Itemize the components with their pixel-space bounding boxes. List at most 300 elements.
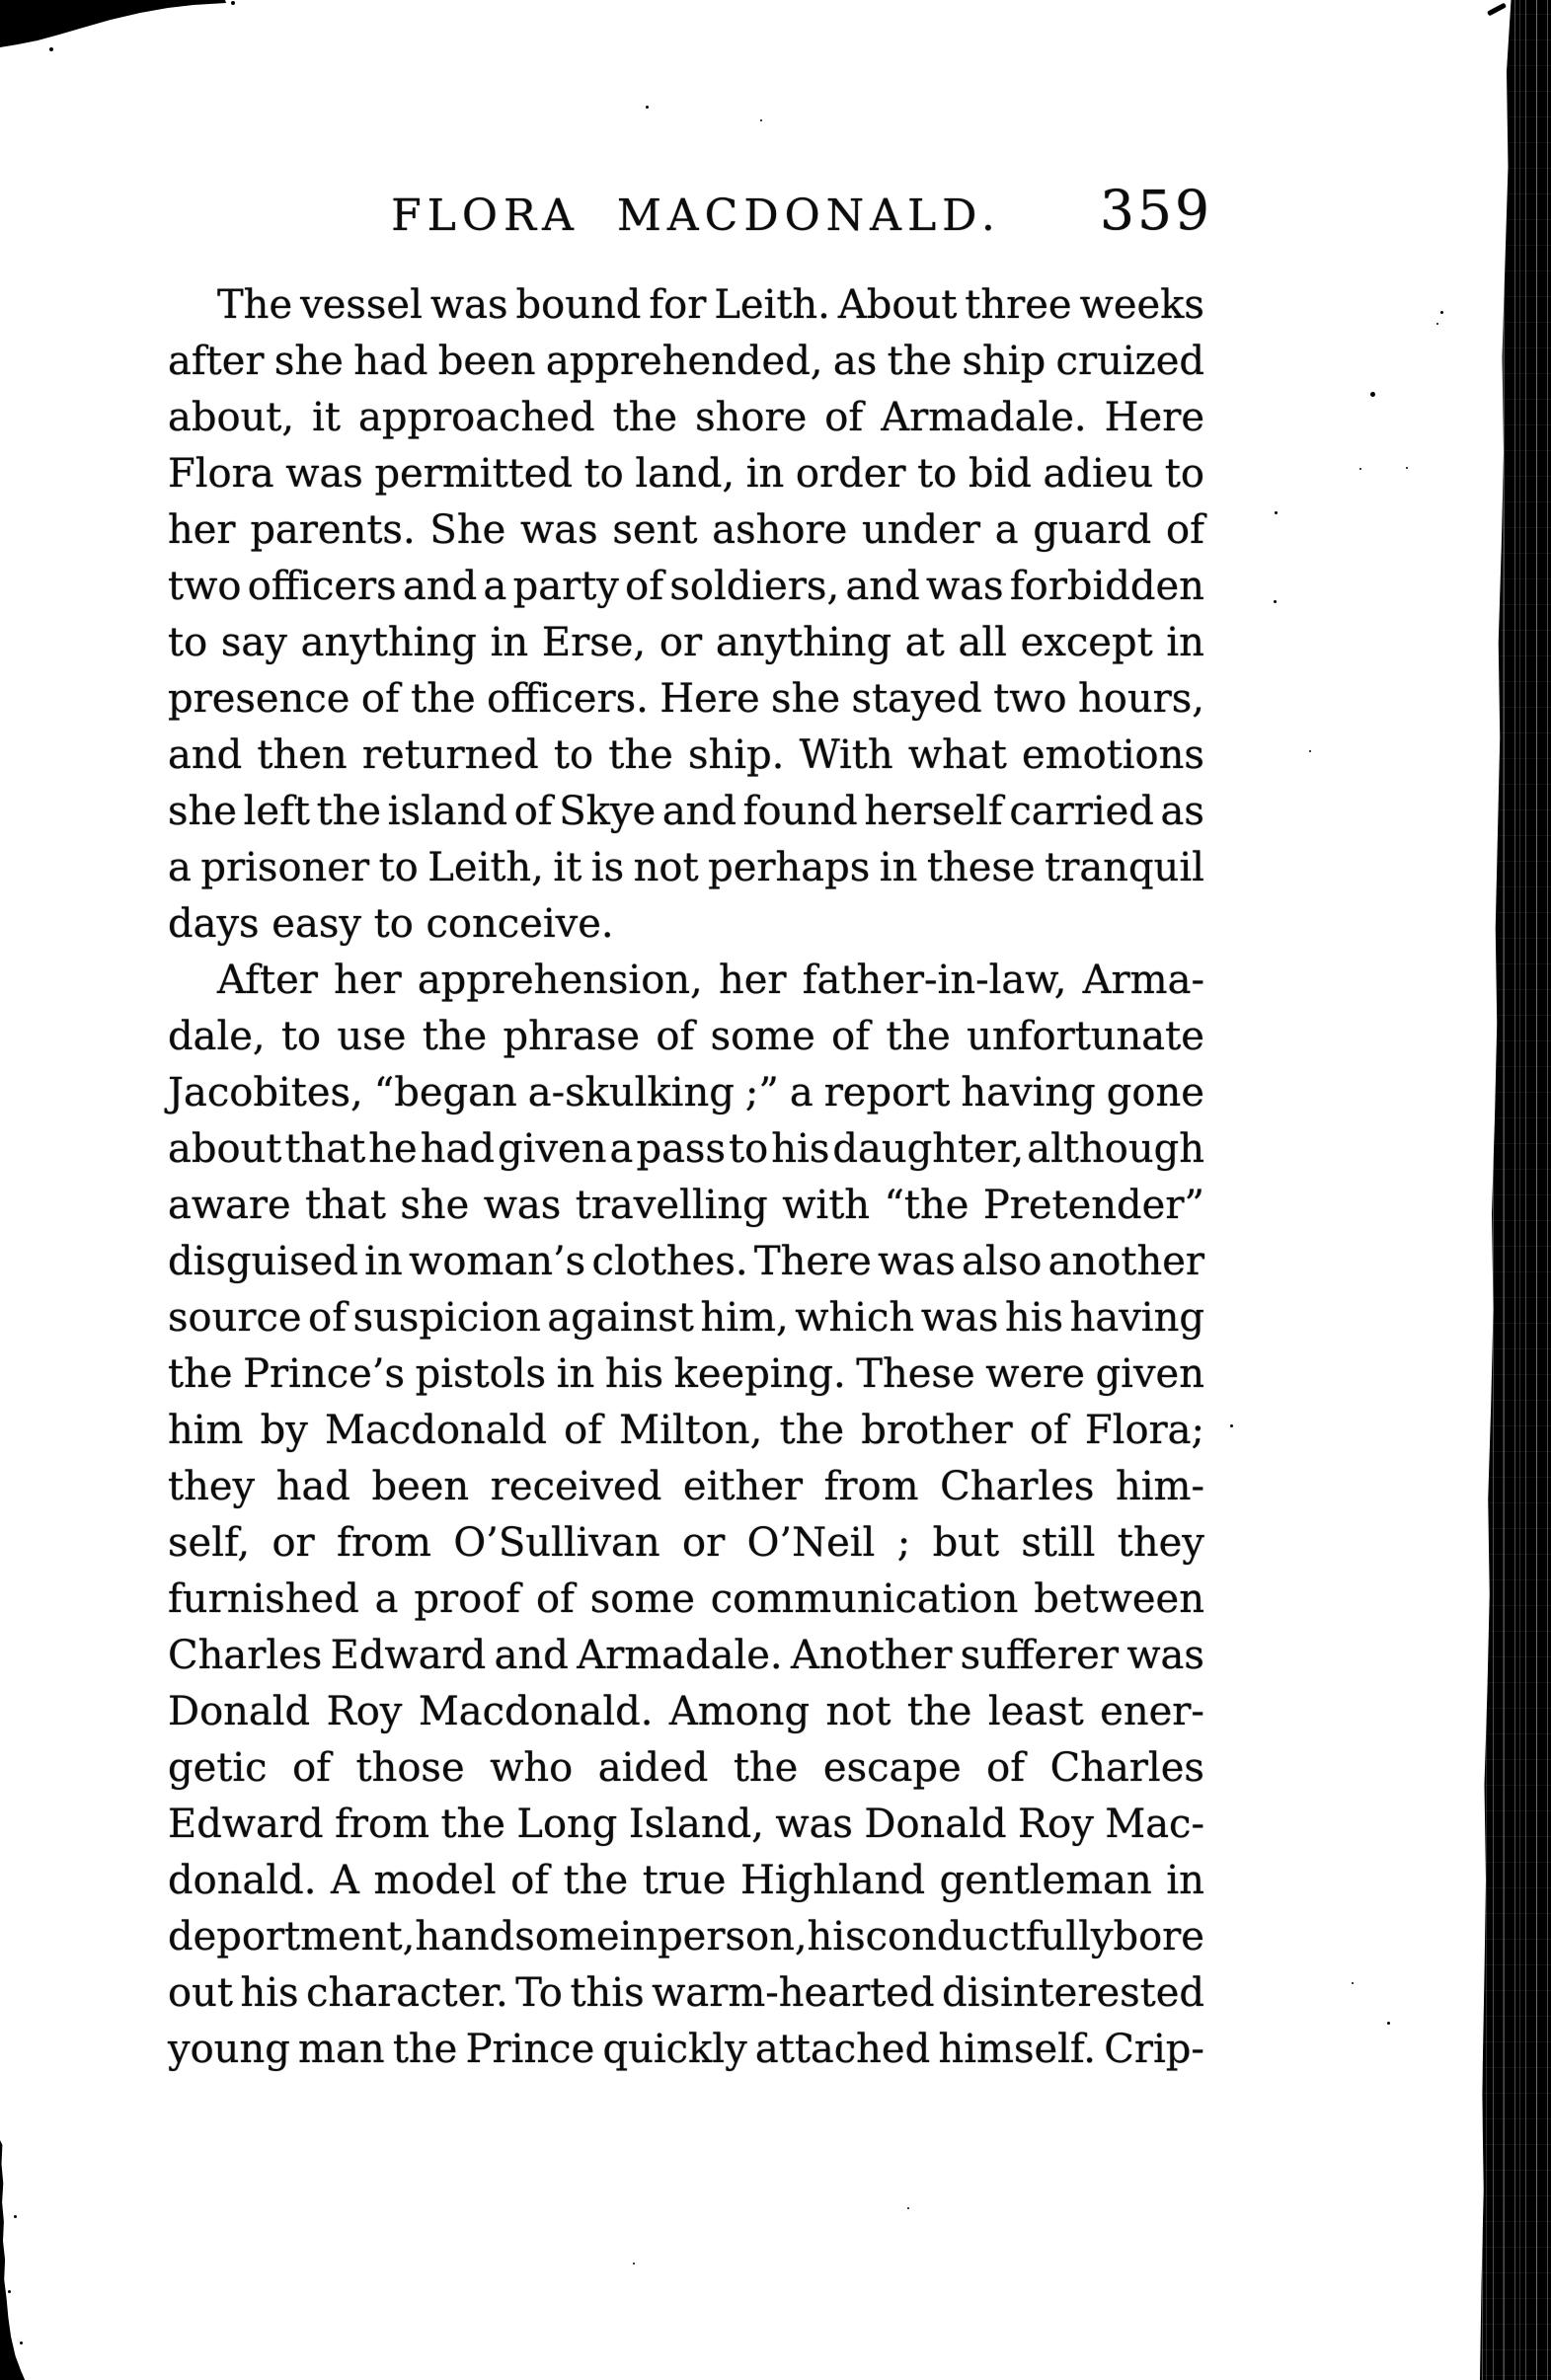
- word: under: [862, 507, 980, 553]
- word: aware: [168, 1183, 291, 1228]
- word: Leith.: [714, 282, 830, 328]
- word: Roy: [326, 1689, 403, 1734]
- word: pistols: [415, 1351, 547, 1397]
- word: that: [284, 1126, 366, 1172]
- word: fully: [1025, 1914, 1114, 1959]
- ink-speck: [1309, 750, 1311, 752]
- word: disinterested: [942, 1970, 1204, 2016]
- word: Edward: [168, 1802, 324, 1847]
- word: person,: [658, 1914, 808, 1959]
- word: the: [440, 1802, 505, 1847]
- word: Donald: [864, 1802, 1007, 1847]
- word: his: [1004, 1295, 1064, 1341]
- word: donald.: [168, 1858, 317, 1903]
- word: of: [292, 1745, 331, 1791]
- word: which: [795, 1295, 915, 1341]
- word: weeks: [1079, 282, 1204, 328]
- word: Macdonald: [325, 1408, 547, 1453]
- ink-speck: [633, 2263, 635, 2265]
- word: with: [782, 1183, 871, 1228]
- word: Charles: [1049, 1745, 1204, 1791]
- word: Crip-: [1104, 2027, 1204, 2072]
- word: in: [619, 1914, 659, 1959]
- text-line: [168, 1121, 1204, 1178]
- word: they: [1117, 1520, 1204, 1566]
- word: To: [515, 1970, 563, 2016]
- word: bore: [1113, 1914, 1204, 1959]
- ink-speck: [1436, 323, 1438, 325]
- text-line: [168, 615, 1204, 671]
- text-line: [168, 2022, 1204, 2078]
- word: O’Sullivan: [453, 1520, 660, 1566]
- word: furnished: [168, 1576, 359, 1622]
- word: also: [962, 1239, 1043, 1284]
- word: her: [334, 958, 402, 1003]
- word: the: [563, 1858, 629, 1903]
- word: the: [779, 1408, 845, 1453]
- word: was: [285, 451, 363, 497]
- word: except: [1020, 620, 1153, 665]
- word: or: [682, 1520, 726, 1566]
- word: received: [490, 1464, 662, 1509]
- word: Pretender”: [982, 1183, 1204, 1228]
- word: what: [907, 732, 1007, 778]
- word: These: [856, 1351, 975, 1397]
- word: him-: [1116, 1464, 1204, 1509]
- word: although: [1027, 1126, 1204, 1172]
- word: gentleman: [939, 1858, 1152, 1903]
- word: he: [368, 1126, 418, 1172]
- word: getic: [168, 1745, 268, 1791]
- word: model: [373, 1858, 497, 1903]
- word: source: [168, 1295, 302, 1341]
- word: to: [583, 451, 624, 497]
- word: ashore: [712, 507, 848, 553]
- word: in: [556, 1351, 595, 1397]
- word: ;: [896, 1520, 911, 1566]
- text-line: [168, 1178, 1204, 1234]
- word: a: [374, 1576, 399, 1622]
- word: conduct: [865, 1914, 1026, 1959]
- text-line: [168, 953, 1204, 1009]
- text-line: [168, 840, 1204, 896]
- word: order: [795, 451, 906, 497]
- word: given: [1095, 1351, 1204, 1397]
- word: true: [642, 1858, 727, 1903]
- word: Donald: [168, 1689, 311, 1734]
- word: and: [168, 732, 243, 778]
- word: or: [271, 1520, 315, 1566]
- word: a: [483, 564, 507, 609]
- text-line: [168, 1628, 1204, 1684]
- word: been: [371, 1464, 470, 1509]
- word: another: [1047, 1239, 1204, 1284]
- word: some: [710, 1014, 815, 1059]
- word: to: [280, 1014, 322, 1059]
- word: it: [312, 395, 341, 440]
- ink-speck: [1406, 467, 1408, 469]
- page-number: 359: [1100, 179, 1212, 242]
- word: warm-hearted: [652, 1970, 935, 2016]
- word: a-skulking: [527, 1070, 735, 1115]
- text-line: days easy to conceive.: [168, 901, 614, 947]
- word: and: [402, 564, 478, 609]
- word: of: [625, 564, 664, 609]
- running-head: [0, 0, 1551, 257]
- word: returned: [361, 732, 539, 778]
- word: approached: [358, 395, 595, 440]
- word: about,: [168, 395, 295, 440]
- word: his: [240, 1970, 299, 2016]
- word: had: [420, 1126, 495, 1172]
- word: “began: [373, 1070, 517, 1115]
- ink-speck: [1359, 468, 1361, 470]
- word: permitted: [374, 451, 573, 497]
- word: was: [878, 1239, 956, 1284]
- word: tranquil: [1045, 845, 1204, 890]
- word: least: [987, 1689, 1084, 1734]
- word: sufferer: [960, 1633, 1119, 1678]
- word: Arma-: [1082, 958, 1204, 1003]
- word: ship: [962, 339, 1047, 384]
- word: the: [608, 732, 673, 778]
- word: or: [659, 620, 703, 665]
- word: attached: [754, 2027, 931, 2072]
- word: this: [570, 1970, 645, 2016]
- word: The: [217, 282, 293, 328]
- word: was: [1126, 1633, 1204, 1678]
- word: communication: [710, 1576, 1019, 1622]
- text-line: [168, 1403, 1204, 1459]
- word: still: [1021, 1520, 1096, 1566]
- word: vessel: [300, 282, 423, 328]
- word: After: [217, 958, 318, 1003]
- word: disguised: [168, 1239, 358, 1284]
- ink-speck: [1352, 1982, 1354, 1984]
- ink-speck: [646, 106, 649, 109]
- ink-speck: [760, 119, 762, 121]
- scan-artifact-bottom-left-wedge: [0, 2140, 30, 2380]
- word: it: [553, 845, 582, 890]
- word: not: [825, 1689, 892, 1734]
- word: self,: [168, 1520, 251, 1566]
- word: of: [510, 1858, 550, 1903]
- word: these: [926, 845, 1036, 890]
- ink-speck: [14, 2215, 17, 2218]
- word: his: [807, 1914, 866, 1959]
- word: that: [305, 1183, 386, 1228]
- word: father-in-law,: [802, 958, 1067, 1003]
- ink-speck: [1370, 392, 1375, 397]
- text-line: [168, 446, 1204, 502]
- word: Highland: [740, 1858, 926, 1903]
- word: of: [656, 1014, 695, 1059]
- word: a: [168, 845, 192, 890]
- word: the: [422, 1014, 488, 1059]
- word: those: [355, 1745, 465, 1791]
- word: dale,: [168, 1014, 266, 1059]
- word: they: [168, 1464, 256, 1509]
- word: Prince: [465, 2027, 595, 2072]
- word: Flora;: [1084, 1408, 1204, 1453]
- word: of: [831, 1014, 871, 1059]
- word: and: [494, 1633, 569, 1678]
- word: she: [273, 339, 344, 384]
- word: as: [1160, 789, 1204, 834]
- word: is: [590, 845, 625, 890]
- word: to: [1164, 451, 1204, 497]
- word: man: [298, 2027, 385, 2072]
- word: in: [745, 451, 785, 497]
- word: prisoner: [200, 845, 370, 890]
- word: the: [886, 1014, 951, 1059]
- word: say: [220, 620, 287, 665]
- word: emotions: [1021, 732, 1204, 778]
- word: soldiers,: [669, 564, 840, 609]
- word: were: [985, 1351, 1085, 1397]
- word: a: [994, 507, 1019, 553]
- word: Armadale.: [577, 1633, 783, 1678]
- word: brother: [861, 1408, 1013, 1453]
- word: handsome: [415, 1914, 620, 1959]
- word: “the: [884, 1183, 969, 1228]
- word: found: [742, 789, 858, 834]
- word: Erse,: [541, 620, 647, 665]
- word: either: [682, 1464, 803, 1509]
- word: clothes.: [591, 1239, 748, 1284]
- ink-speck: [1274, 600, 1277, 603]
- word: was: [520, 507, 598, 553]
- ink-speck: [8, 2290, 11, 2293]
- word: Charles: [168, 1633, 323, 1678]
- running-header-title: FLORA MACDONALD.: [391, 191, 1001, 241]
- text-line: [168, 784, 1204, 840]
- word: unfortunate: [967, 1014, 1204, 1059]
- word: against: [547, 1295, 694, 1341]
- word: gone: [1106, 1070, 1204, 1115]
- word: the: [906, 1689, 972, 1734]
- word: had: [275, 1464, 350, 1509]
- word: at: [904, 620, 945, 665]
- word: young: [168, 2027, 290, 2072]
- word: in: [1166, 1858, 1204, 1903]
- word: to: [168, 620, 208, 665]
- word: from: [335, 1802, 429, 1847]
- word: land,: [635, 451, 736, 497]
- word: the: [316, 789, 382, 834]
- word: the: [733, 1745, 799, 1791]
- word: all: [958, 620, 1007, 665]
- ink-speck: [20, 2342, 23, 2344]
- text-line: [168, 1853, 1204, 1909]
- word: she: [771, 676, 841, 722]
- word: About: [837, 282, 958, 328]
- word: Island,: [628, 1802, 764, 1847]
- word: in: [879, 845, 918, 890]
- word: ener-: [1100, 1689, 1204, 1734]
- word: two: [168, 564, 242, 609]
- word: adieu: [1043, 451, 1154, 497]
- word: was: [920, 1295, 999, 1341]
- word: island: [387, 789, 508, 834]
- word: his: [604, 1351, 663, 1397]
- word: of: [360, 676, 400, 722]
- ink-speck: [1230, 1424, 1233, 1427]
- word: bound: [515, 282, 642, 328]
- word: from: [337, 1520, 431, 1566]
- word: shore: [695, 395, 808, 440]
- word: who: [490, 1745, 574, 1791]
- word: for: [649, 282, 707, 328]
- ink-speck: [1275, 511, 1278, 514]
- word: was: [925, 564, 1004, 609]
- word: report: [823, 1070, 951, 1115]
- word: of: [535, 1576, 575, 1622]
- word: Here: [1104, 395, 1204, 440]
- text-line: [168, 1065, 1204, 1121]
- word: Armadale.: [881, 395, 1087, 440]
- word: quickly: [602, 2027, 747, 2072]
- word: some: [589, 1576, 695, 1622]
- word: Long: [516, 1802, 618, 1847]
- word: stayed: [851, 676, 982, 722]
- text-line: [168, 728, 1204, 784]
- word: keeping.: [673, 1351, 846, 1397]
- word: A: [331, 1858, 359, 1903]
- text-line: [168, 1684, 1204, 1740]
- ink-speck: [1440, 311, 1443, 314]
- word: she: [400, 1183, 470, 1228]
- word: Milton,: [619, 1408, 763, 1453]
- text-line: [168, 559, 1204, 615]
- word: in: [364, 1239, 403, 1284]
- word: a: [609, 1126, 634, 1172]
- word: was: [483, 1183, 562, 1228]
- word: between: [1034, 1576, 1204, 1622]
- word: character.: [306, 1970, 508, 2016]
- word: daughter,: [832, 1126, 1025, 1172]
- word: after: [168, 339, 265, 384]
- word: left: [243, 789, 310, 834]
- word: been: [437, 339, 536, 384]
- word: party: [512, 564, 619, 609]
- word: and: [845, 564, 920, 609]
- word: having: [1069, 1295, 1204, 1341]
- word: out: [168, 1970, 233, 2016]
- word: of: [986, 1745, 1026, 1791]
- word: to: [917, 451, 958, 497]
- word: from: [823, 1464, 919, 1509]
- word: ;”: [744, 1070, 779, 1115]
- text-line: [168, 1909, 1204, 1965]
- text-line: [168, 1234, 1204, 1290]
- ink-speck: [907, 2207, 909, 2209]
- word: his: [771, 1126, 830, 1172]
- word: Prince’s: [243, 1351, 406, 1397]
- word: the: [392, 2027, 458, 2072]
- word: the: [168, 1351, 233, 1397]
- word: apprehension,: [417, 958, 703, 1003]
- word: to: [553, 732, 594, 778]
- word: Roy: [1018, 1802, 1094, 1847]
- word: apprehended,: [545, 339, 823, 384]
- word: in: [490, 620, 529, 665]
- word: having: [961, 1070, 1096, 1115]
- text-line: [168, 502, 1204, 559]
- word: officers.: [487, 676, 649, 722]
- word: suspicion: [352, 1295, 541, 1341]
- word: in: [1166, 620, 1204, 665]
- word: officers: [247, 564, 397, 609]
- word: Jacobites,: [168, 1070, 363, 1115]
- word: bid: [968, 451, 1032, 497]
- word: himself.: [938, 2027, 1097, 2072]
- word: She: [429, 507, 506, 553]
- text-line: [168, 334, 1204, 390]
- word: to: [729, 1126, 769, 1172]
- text-line: [168, 390, 1204, 446]
- ink-speck: [1387, 2022, 1390, 2025]
- text-line: [168, 1797, 1204, 1853]
- word: by: [260, 1408, 308, 1453]
- word: to: [378, 845, 419, 890]
- word: two: [993, 676, 1067, 722]
- word: Mac-: [1105, 1802, 1204, 1847]
- text-line: [168, 1572, 1204, 1628]
- word: had: [353, 339, 428, 384]
- text-line: [168, 1740, 1204, 1797]
- word: about: [168, 1126, 282, 1172]
- word: Flora: [168, 451, 274, 497]
- word: the: [612, 395, 678, 440]
- word: of: [1029, 1408, 1068, 1453]
- text-line: [168, 1459, 1204, 1515]
- word: the: [887, 339, 953, 384]
- word: Skye: [559, 789, 657, 834]
- word: she: [168, 789, 237, 834]
- text-line: [168, 1346, 1204, 1403]
- word: woman’s: [409, 1239, 586, 1284]
- text-line: [168, 1290, 1204, 1346]
- page-text-block: [168, 277, 1204, 2078]
- word: presence: [168, 676, 350, 722]
- word: travelling: [575, 1183, 768, 1228]
- word: forbidden: [1009, 564, 1204, 609]
- word: Here: [659, 676, 760, 722]
- word: him: [168, 1408, 244, 1453]
- text-line: [168, 277, 1204, 334]
- word: not: [633, 845, 699, 890]
- text-line: [168, 1009, 1204, 1065]
- word: phrase: [503, 1014, 641, 1059]
- word: guard: [1033, 507, 1152, 553]
- word: Charles: [940, 1464, 1095, 1509]
- word: of: [1166, 507, 1204, 553]
- word: given: [498, 1126, 607, 1172]
- word: him,: [700, 1295, 789, 1341]
- word: then: [257, 732, 348, 778]
- word: her: [718, 958, 787, 1003]
- word: was: [775, 1802, 853, 1847]
- word: carried: [1009, 789, 1154, 834]
- word: and: [661, 789, 737, 834]
- word: of: [824, 395, 864, 440]
- word: ship.: [687, 732, 785, 778]
- word: anything: [300, 620, 477, 665]
- word: was: [429, 282, 508, 328]
- word: parents.: [250, 507, 416, 553]
- word: escape: [822, 1745, 962, 1791]
